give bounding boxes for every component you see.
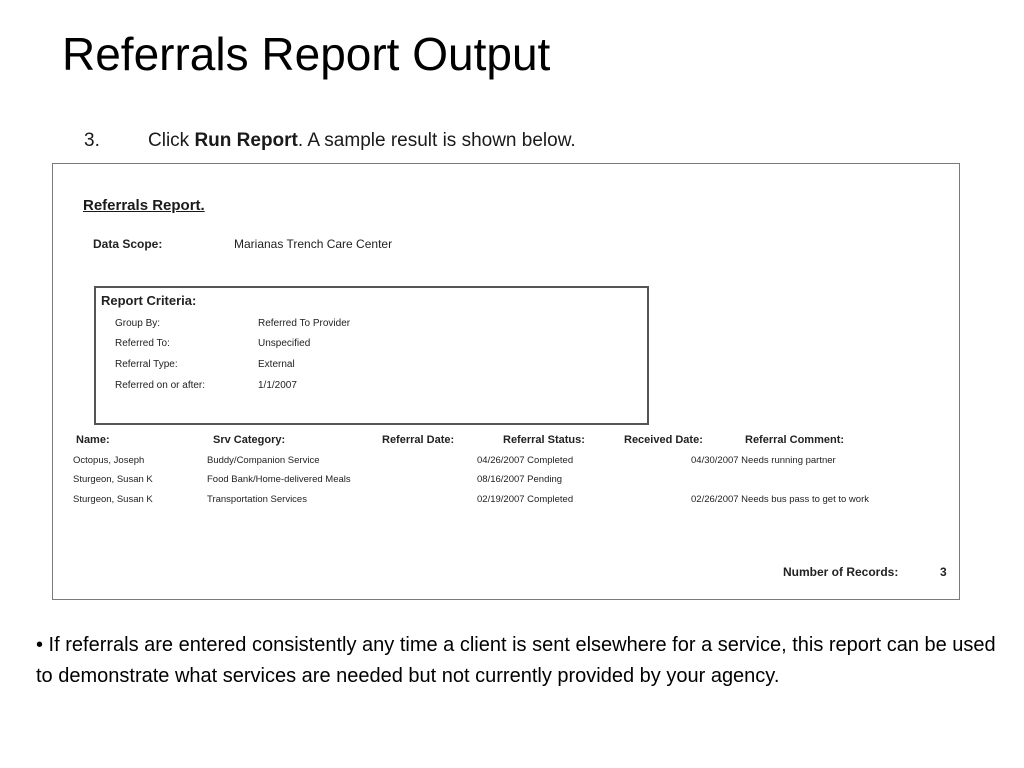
cell-name: Octopus, Joseph	[73, 455, 145, 466]
criteria-label: Referred on or after:	[115, 380, 206, 391]
bullet-point: • If referrals are entered consistently any time a client is sent elsewhere for a service, this report can be used to demonstrate what services are needed but not currently provided by your agency.	[36, 634, 996, 687]
criteria-value: 1/1/2007	[258, 380, 297, 391]
step-number: 3.	[84, 130, 100, 151]
cell-referral-status: 08/16/2007 Pending	[477, 474, 563, 485]
criteria-row	[115, 318, 350, 329]
criteria-row	[115, 380, 297, 391]
data-scope-value: Marianas Trench Care Center	[234, 237, 393, 251]
column-header-received-date: Received Date:	[624, 434, 703, 446]
criteria-label: Group By:	[115, 318, 161, 329]
report-criteria-box	[94, 286, 649, 425]
report-title: Referrals Report.	[83, 197, 205, 214]
criteria-label: Referral Type:	[115, 359, 178, 370]
cell-srv-category: Buddy/Companion Service	[207, 455, 320, 466]
criteria-value: Unspecified	[258, 338, 311, 349]
cell-referral-status: 02/19/2007 Completed	[477, 494, 574, 505]
criteria-value: Referred To Provider	[258, 318, 351, 329]
criteria-label: Referred To:	[115, 338, 170, 349]
criteria-row	[115, 338, 310, 349]
report-criteria-title: Report Criteria:	[101, 293, 197, 308]
report-sample-panel	[52, 163, 960, 600]
number-of-records-value: 3	[940, 565, 947, 579]
data-scope-label: Data Scope:	[93, 237, 163, 251]
column-header-referral-date: Referral Date:	[382, 434, 455, 446]
cell-name: Sturgeon, Susan K	[73, 474, 153, 485]
step-prefix: Click	[148, 130, 195, 151]
cell-referral-comment: 04/30/2007 Needs running partner	[691, 455, 836, 466]
criteria-row	[115, 359, 295, 370]
column-header-referral-status: Referral Status:	[503, 434, 585, 446]
step-suffix: . A sample result is shown below.	[297, 130, 576, 151]
number-of-records-label: Number of Records:	[783, 565, 899, 579]
slide-title: Referrals Report Output	[62, 28, 551, 80]
criteria-value: External	[258, 359, 295, 370]
cell-referral-comment: 02/26/2007 Needs bus pass to get to work	[691, 494, 869, 505]
cell-srv-category: Transportation Services	[207, 494, 307, 505]
cell-referral-status: 04/26/2007 Completed	[477, 455, 574, 466]
cell-name: Sturgeon, Susan K	[73, 494, 153, 505]
cell-srv-category: Food Bank/Home-delivered Meals	[207, 474, 351, 485]
column-header-referral-comment: Referral Comment:	[745, 434, 845, 446]
column-header-srv-category: Srv Category:	[213, 434, 286, 446]
step-instruction	[84, 128, 576, 154]
run-report-emphasis: Run Report	[194, 130, 298, 151]
column-header-name: Name:	[76, 434, 110, 446]
